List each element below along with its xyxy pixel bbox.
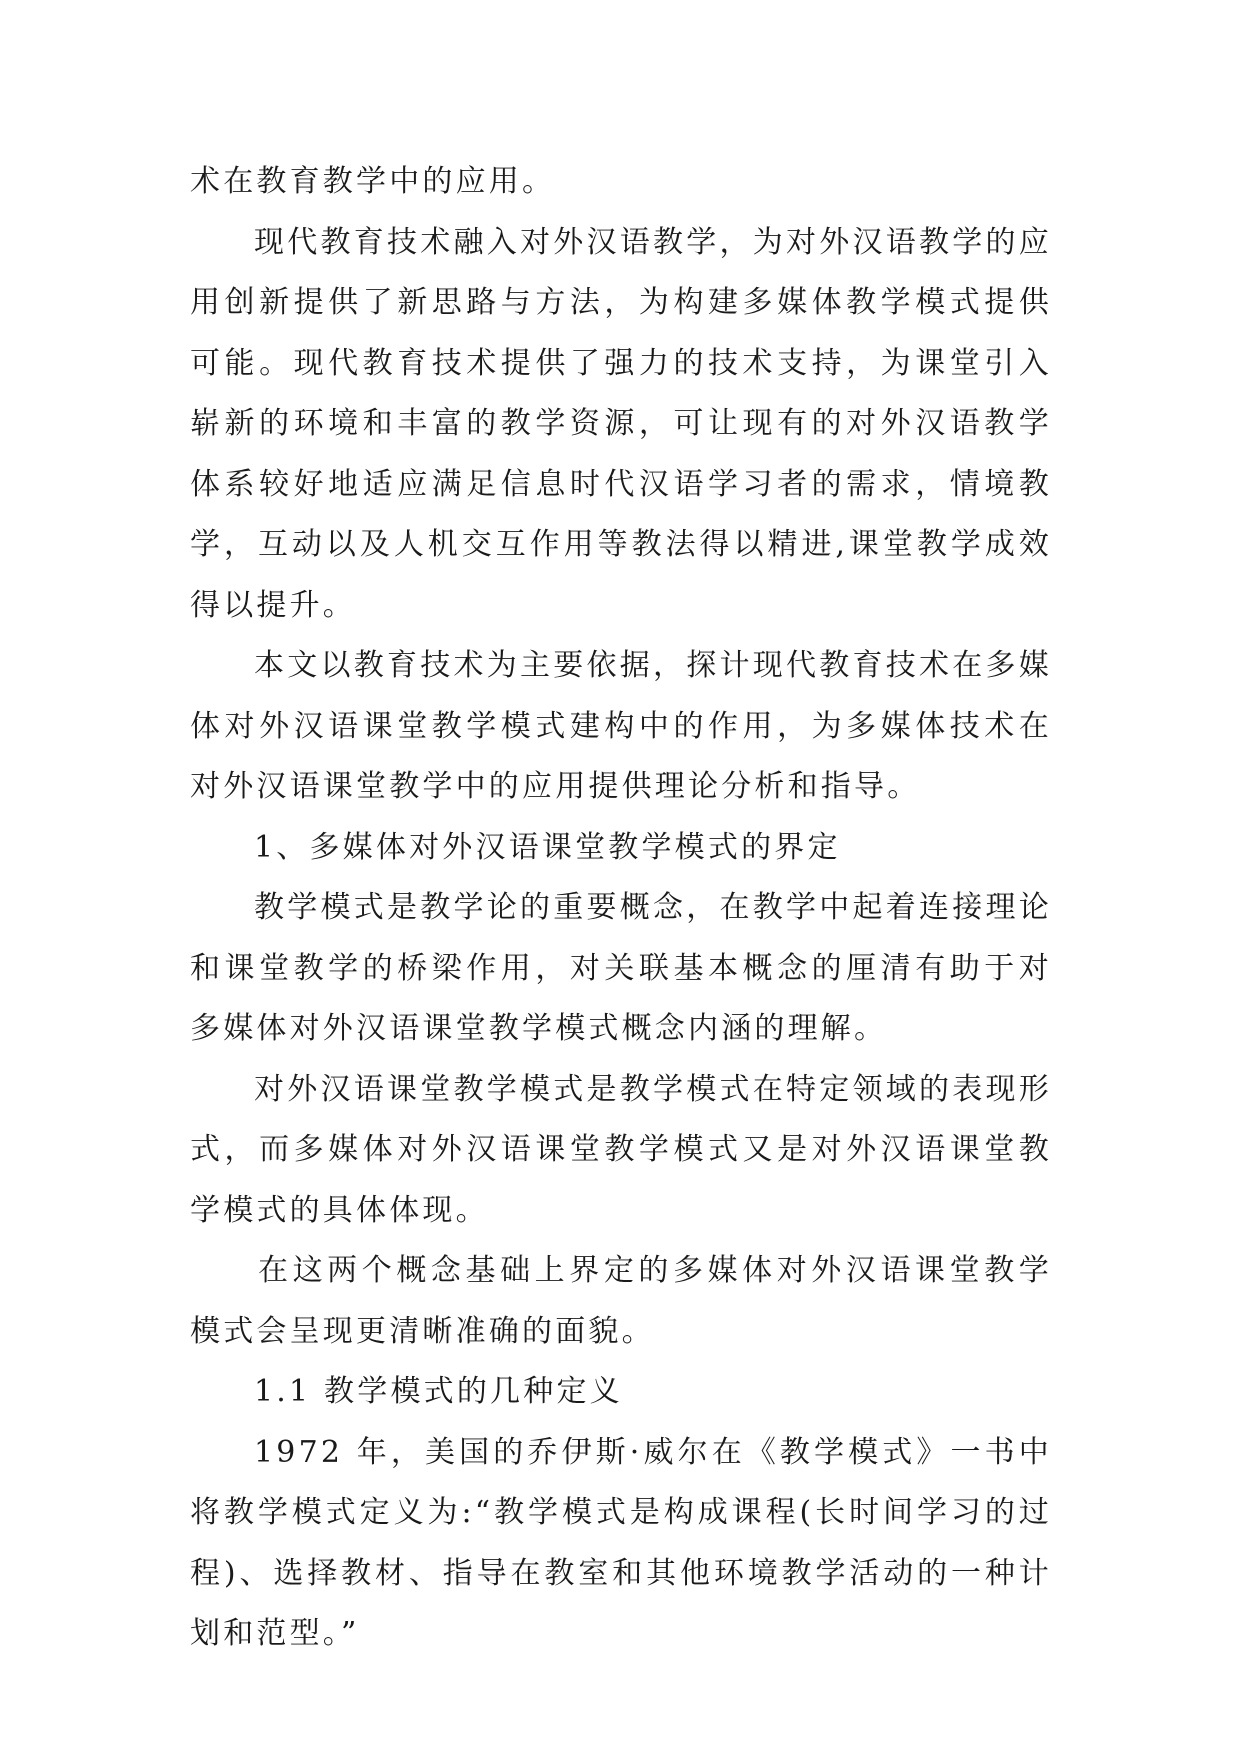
paragraph-modern-tech: 现代教育技术融入对外汉语教学，为对外汉语教学的应用创新提供了新思路与方法，为构建多媒体教学模式提供可能。现代教育技术提供了强力的技术支持，为课堂引入崭新的环境和丰富的教学资源，可让现有的对外汉语教学体系较好地适应满足信息时代汉语学习者的需求，情境教学，互动以及人机交互作用等教法得以精进,课堂教学成效得以提升。 — [190, 224, 1052, 623]
paragraph-joyce-weil: 1972 年，美国的乔伊斯·威尔在《教学模式》一书中将教学模式定义为:“教学模式是构成课程(长时间学习的过程)、选择教材、指导在教室和其他环境教学活动的一种计划和范型。” — [190, 1434, 1052, 1651]
section-heading-1-1: 1.1 教学模式的几种定义 — [254, 1374, 623, 1409]
paragraph-chinese-classroom-model: 对外汉语课堂教学模式是教学模式在特定领域的表现形式，而多媒体对外汉语课堂教学模式又是对外汉语课堂教学模式的具体体现。 — [190, 1071, 1052, 1228]
paragraph-continuation: 术在教育教学中的应用。 — [190, 164, 556, 199]
paragraph-article-purpose: 本文以教育技术为主要依据，探计现代教育技术在多媒体对外汉语课堂教学模式建构中的作用，为多媒体技术在对外汉语课堂教学中的应用提供理论分析和指导。 — [190, 648, 1052, 804]
paragraph-two-concepts: 在这两个概念基础上界定的多媒体对外汉语课堂教学模式会呈现更清晰准确的面貌。 — [190, 1253, 1052, 1349]
document-page — [190, 152, 1052, 1665]
section-heading-1: 1、多媒体对外汉语课堂教学模式的界定 — [254, 829, 841, 865]
paragraph-teaching-model: 教学模式是教学论的重要概念，在教学中起着连接理论和课堂教学的桥梁作用，对关联基本概念的厘清有助于对多媒体对外汉语课堂教学模式概念内涵的理解。 — [190, 890, 1052, 1046]
